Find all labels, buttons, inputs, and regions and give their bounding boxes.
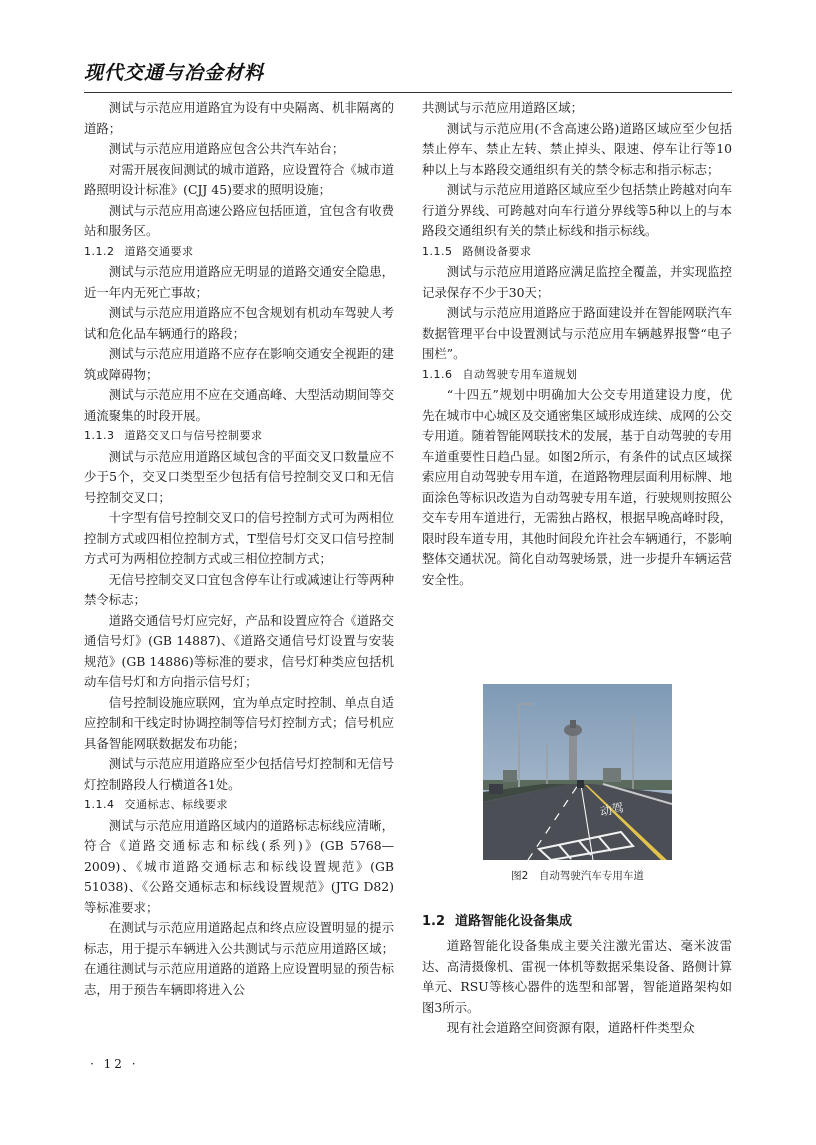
paragraph: 对需开展夜间测试的城市道路，应设置符合《城市道路照明设计标准》(CJJ 45)要求的照明设施； — [84, 161, 394, 197]
subsection-number: 1.1.3 — [84, 429, 115, 442]
subsection-number: 1.1.5 — [422, 244, 453, 258]
subsection-number: 1.1.6 — [422, 367, 453, 381]
right-column — [422, 98, 732, 590]
paragraph: 现有社会道路空间资源有限，道路杆件类型众 — [446, 1020, 695, 1035]
road-marking-text: 动驾 — [598, 800, 626, 819]
paragraph: 道路交通信号灯应完好，产品和设置应符合《道路交通信号灯》(GB 14887)、《道路交通信号灯设置与安装规范》(GB 14886)等标准的要求，信号灯种类应包括机动车信号灯和方向指示信号灯； — [84, 612, 394, 689]
right-column-continued — [422, 936, 732, 1039]
paragraph: 测试与示范应用道路应满足监控全覆盖，并实现监控记录保存不少于30天； — [422, 264, 732, 300]
paragraph: 无信号控制交叉口宜包含停车让行或减速让行等两种禁令标志； — [84, 571, 394, 607]
subsection-title: 自动驾驶专用车道规划 — [462, 367, 578, 381]
subsection-heading — [84, 795, 394, 816]
paragraph: 共测试与示范应用道路区域； — [422, 100, 584, 115]
paragraph: 测试与示范应用(不含高速公路)道路区域应至少包括禁止停车、禁止左转、禁止掉头、限速、停车让行等10种以上与本路段交通组织有关的禁令标志和指示标志； — [422, 120, 732, 177]
paragraph: 测试与示范应用道路宜为设有中央隔离、机非隔离的道路； — [84, 100, 394, 136]
subsection-heading — [84, 426, 394, 447]
figure-2-photo — [483, 684, 672, 860]
paragraph: 测试与示范应用道路区域应至少包括禁止跨越对向车行道分界线、可跨越对向车行道分界线等5种以上的与本路段交通组织有关的禁止标线和指示标线。 — [422, 182, 732, 238]
subsection-heading — [84, 242, 394, 263]
subsection-number: 1.1.2 — [84, 244, 115, 258]
subsection-title: 道路交叉口与信号控制要求 — [124, 429, 263, 442]
journal-title: 现代交通与冶金材料 — [84, 62, 265, 84]
paragraph: 测试与示范应用道路应包含公共汽车站台； — [108, 141, 345, 156]
road-photo-illustration — [483, 684, 672, 860]
section-number: 1.2 — [422, 914, 446, 929]
paragraph: 十字型有信号控制交叉口的信号控制方式可为两相位控制方式或四相位控制方式，T型信号灯交叉口信号控制方式可为两相位控制方式或三相位控制方式； — [84, 510, 394, 566]
paragraph: 测试与示范应用道路区域内的道路标志标线应清晰，符合《道路交通标志和标线(系列)》(GB 5768—2009)、《城市道路交通标志和标线设置规范》(GB 51038)、《公路交通标志和标线设置规范》(JTG D82)等标准要求； — [84, 817, 394, 915]
subsection-title: 道路交通要求 — [124, 244, 194, 258]
subsection-title: 交通标志、标线要求 — [124, 798, 228, 811]
paragraph: 测试与示范应用道路应不包含规划有机动车驾驶人考试和危化品车辆通行的路段； — [84, 305, 394, 341]
paragraph: 测试与示范应用道路应至少包括信号灯控制和无信号灯控制路段人行横道各1处。 — [84, 756, 394, 792]
paragraph: 测试与示范应用道路应于路面建设并在智能网联汽车数据管理平台中设置测试与示范应用车辆越界报警“电子围栏”。 — [422, 305, 732, 361]
subsection-title: 路侧设备要求 — [462, 244, 532, 258]
section-heading — [422, 910, 572, 929]
subsection-heading — [422, 242, 732, 263]
paragraph: 测试与示范应用道路不应存在影响交通安全视距的建筑或障碍物； — [84, 346, 394, 382]
paragraph: 测试与示范应用道路区域包含的平面交叉口数量应不少于5个，交叉口类型至少包括有信号控制交叉口和无信号控制交叉口； — [84, 448, 394, 505]
paragraph: 道路智能化设备集成主要关注激光雷达、毫米波雷达、高清摄像机、雷视一体机等数据采集设备、路侧计算单元、RSU等核心器件的选型和部署，智能道路架构如图3所示。 — [422, 938, 732, 1015]
paragraph: “十四五”规划中明确加大公交专用道建设力度，优先在城市中心城区及交通密集区域形成连续、成网的公交专用道。随着智能网联技术的发展，基于自动驾驶的专用车道重要性日趋凸显。如图2所示，有条件的试点区域探索应用自动驾驶专用车道，在道路物理层面利用标牌、地面涂色等标识改造为自动驾驶专用车道，行驶规则按照公交车专用车道进行，无需独占路权，根据早晚高峰时段，限时段车道专用，其他时间段允许社会车辆通行，不影响整体交通状况。简化自动驾驶场景，进一步提升车辆运营安全性。 — [422, 387, 732, 587]
paragraph: 信号控制设施应联网，宜为单点定时控制、单点自适应控制和干线定时协调控制等信号灯控制方式；信号机应具备智能网联数据发布功能； — [84, 694, 394, 751]
paragraph: 测试与示范应用高速公路应包括匝道，宜包含有收费站和服务区。 — [84, 202, 394, 238]
subsection-number: 1.1.4 — [84, 798, 115, 811]
figure-caption: 图2 自动驾驶汽车专用车道 — [511, 870, 644, 882]
paragraph: 在测试与示范应用道路起点和终点应设置明显的提示标志，用于提示车辆进入公共测试与示范应用道路区域；在通往测试与示范应用道路的道路上应设置明显的预告标志，用于预告车辆即将进入公 — [84, 920, 394, 997]
subsection-heading — [422, 365, 732, 386]
section-title-text: 道路智能化设备集成 — [455, 914, 573, 929]
left-column — [84, 98, 394, 1000]
header-divider — [84, 92, 732, 93]
paragraph: 测试与示范应用不应在交通高峰、大型活动期间等交通流聚集的时段开展。 — [84, 387, 394, 423]
paragraph: 测试与示范应用道路应无明显的道路交通安全隐患，近一年内无死亡事故； — [84, 264, 394, 300]
page-number: · 12 · — [90, 1057, 139, 1071]
